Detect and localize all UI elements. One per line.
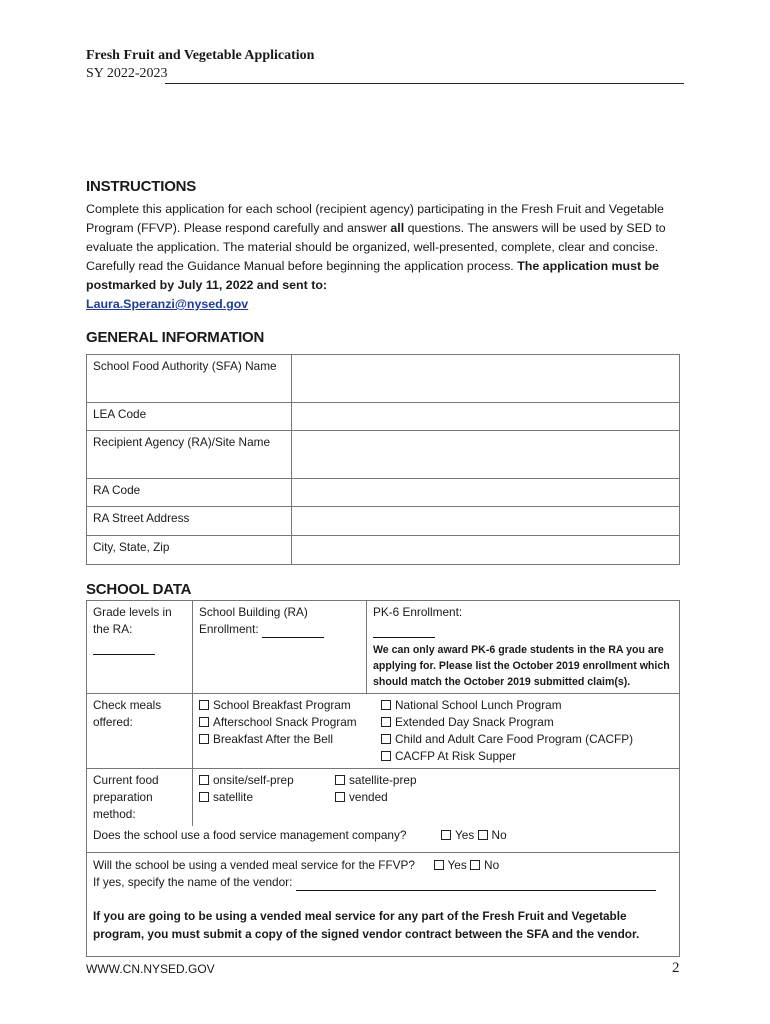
ra-site-name-label: Recipient Agency (RA)/Site Name [87,431,292,479]
checkbox-icon[interactable] [434,860,444,870]
checkbox-icon[interactable] [478,830,488,840]
city-state-zip-label: City, State, Zip [87,536,292,565]
checkbox-icon[interactable] [199,717,209,727]
school-data-table [86,600,680,957]
ra-street-label: RA Street Address [87,507,292,536]
fsmc-no-option[interactable]: No [478,828,507,842]
pk6-cell [367,601,680,694]
header-rule [165,83,684,84]
vended-no-option[interactable]: No [470,858,499,872]
building-enrollment-blank[interactable] [262,625,324,638]
checkbox-icon[interactable] [335,775,345,785]
checkbox-icon[interactable] [441,830,451,840]
grade-levels-cell [87,601,193,694]
prep-options [193,769,680,827]
prep-option[interactable]: satellite [199,789,335,806]
fsmc-row [87,826,680,852]
meal-option[interactable]: Afterschool Snack Program [199,714,381,731]
vendor-prompt: If yes, specify the name of the vendor: [93,874,293,889]
fsmc-question: Does the school use a food service management company? [93,828,407,842]
checkbox-icon[interactable] [381,700,391,710]
meal-option[interactable]: Breakfast After the Bell [199,731,381,748]
school-year: SY 2022-2023 [86,66,168,81]
sfa-name-field[interactable] [292,355,680,403]
checkbox-icon[interactable] [335,792,345,802]
checkbox-icon[interactable] [381,751,391,761]
checkbox-icon[interactable] [381,734,391,744]
sfa-name-label: School Food Authority (SFA) Name [87,355,292,403]
pk6-label: PK-6 Enrollment: [373,605,463,619]
building-enrollment-cell [193,601,367,694]
meal-option[interactable]: Extended Day Snack Program [381,714,633,731]
prep-option[interactable]: vended [335,789,417,806]
checkbox-icon[interactable] [199,792,209,802]
instructions-text: Complete this application for each school (recipient agency) participating in the Fresh Fruit and Vegetable Program (FFVP). Please respond carefully and answer all questions. The answers will be used by SED to evaluate the application. The material should be organized, well-presented, complete, clear and concise. Carefully read the Guidance Manual before beginning the application process. The application must be postmarked by July 11, 2022 and sent to: Laura.Speranzi@nysed.gov [86,202,666,311]
meal-option[interactable]: CACFP At Risk Supper [381,748,633,765]
document-title: Fresh Fruit and Vegetable Application [86,48,315,63]
checkbox-icon[interactable] [381,717,391,727]
fsmc-yes-option[interactable]: Yes [441,828,474,842]
lea-code-label: LEA Code [87,403,292,431]
vended-yes-option[interactable]: Yes [434,858,467,872]
prep-option[interactable]: onsite/self-prep [199,772,335,789]
meal-option[interactable]: National School Lunch Program [381,697,633,714]
meals-options [193,694,680,769]
ra-code-label: RA Code [87,479,292,507]
meal-option[interactable]: Child and Adult Care Food Program (CACFP) [381,731,633,748]
vendor-contract-note: If you are going to be using a vended meal service for any part of the Fresh Fruit and Vegetable program, you must submit a copy of the signed vendor contract between the SFA and the vendor. [93,908,640,941]
ra-code-field[interactable] [292,479,680,507]
general-info-heading: GENERAL INFORMATION [86,329,265,346]
checkbox-icon[interactable] [199,775,209,785]
ra-street-field[interactable] [292,507,680,536]
vended-row [87,852,680,956]
vendor-name-blank[interactable] [296,878,656,891]
checkbox-icon[interactable] [199,734,209,744]
meals-label: Check meals offered: [87,694,193,769]
general-info-table [86,354,680,565]
instructions-heading: INSTRUCTIONS [86,178,197,195]
ra-site-name-field[interactable] [292,431,680,479]
pk6-enrollment-blank[interactable] [373,625,435,638]
prep-method-label: Current food preparation method: [87,769,193,827]
grade-levels-blank[interactable] [93,642,155,655]
vended-question: Will the school be using a vended meal service for the FFVP? [93,857,415,872]
contact-email-link[interactable]: Laura.Speranzi@nysed.gov [86,297,249,311]
pk6-note: We can only award PK-6 grade students in the RA you are applying for. Please list the October 2019 enrollment which should match the October 2019 submitted claim(s). [373,644,670,688]
grade-levels-label: Grade levels in the RA: [93,605,172,636]
footer-website: WWW.CN.NYSED.GOV [86,962,215,976]
city-state-zip-field[interactable] [292,536,680,565]
prep-option[interactable]: satellite-prep [335,772,417,789]
lea-code-field[interactable] [292,403,680,431]
checkbox-icon[interactable] [199,700,209,710]
checkbox-icon[interactable] [470,860,480,870]
page-number: 2 [672,960,680,976]
meal-option[interactable]: School Breakfast Program [199,697,381,714]
building-enrollment-label: School Building (RA) Enrollment: [199,605,308,636]
school-data-heading: SCHOOL DATA [86,581,192,598]
